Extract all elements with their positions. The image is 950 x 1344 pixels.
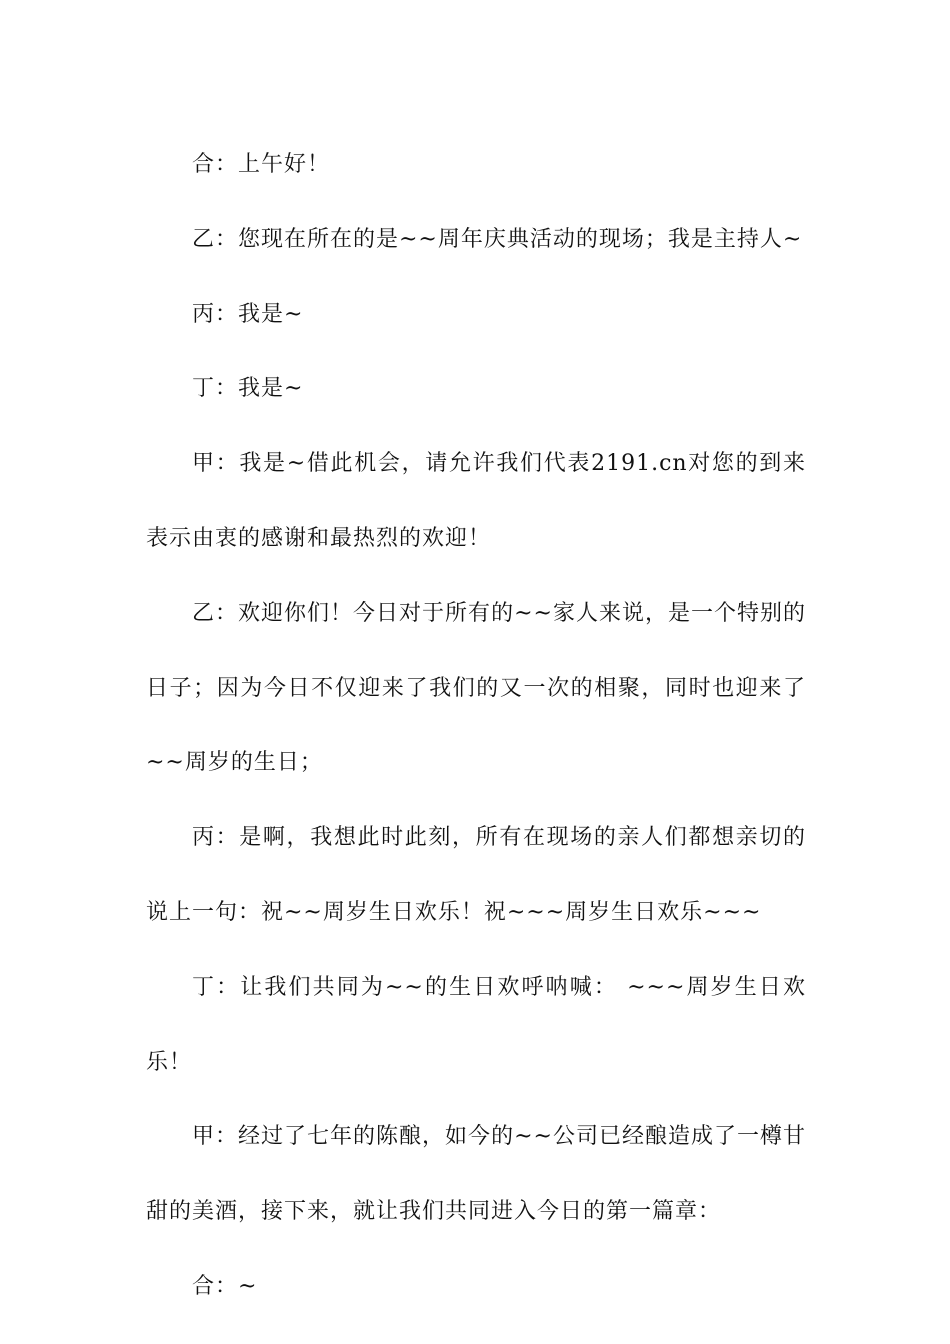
paragraph: 甲：经过了七年的陈酿，如今的~~公司已经酿造成了一樽甘甜的美酒，接下来，就让我们共同进入今日的第一篇章： <box>146 1124 806 1225</box>
paragraph: 丙：我是~ <box>192 301 304 327</box>
paragraph: 丁：我是~ <box>192 376 304 402</box>
paragraph: 合：~ <box>192 1273 258 1299</box>
paragraph: 乙：欢迎你们！今日对于所有的~~家人来说，是一个特别的日子；因为今日不仅迎来了我们的又一次的相聚，同时也迎来了~~周岁的生日； <box>146 600 806 776</box>
paragraph: 乙：您现在所在的是~~周年庆典活动的现场；我是主持人~ <box>192 226 803 252</box>
paragraph: 丙：是啊，我想此时此刻，所有在现场的亲人们都想亲切的说上一句：祝~~周岁生日欢乐！祝~~~周岁生日欢乐~~~ <box>146 825 806 925</box>
document-body <box>146 128 806 1325</box>
paragraph: 甲：我是~借此机会，请允许我们代表2191.cn对您的到来表示由衷的感谢和最热烈的欢迎！ <box>146 451 806 551</box>
paragraph: 丁：让我们共同为~~的生日欢呼呐喊： ~~~周岁生日欢乐！ <box>146 974 806 1075</box>
paragraph: 合：上午好！ <box>192 152 331 177</box>
